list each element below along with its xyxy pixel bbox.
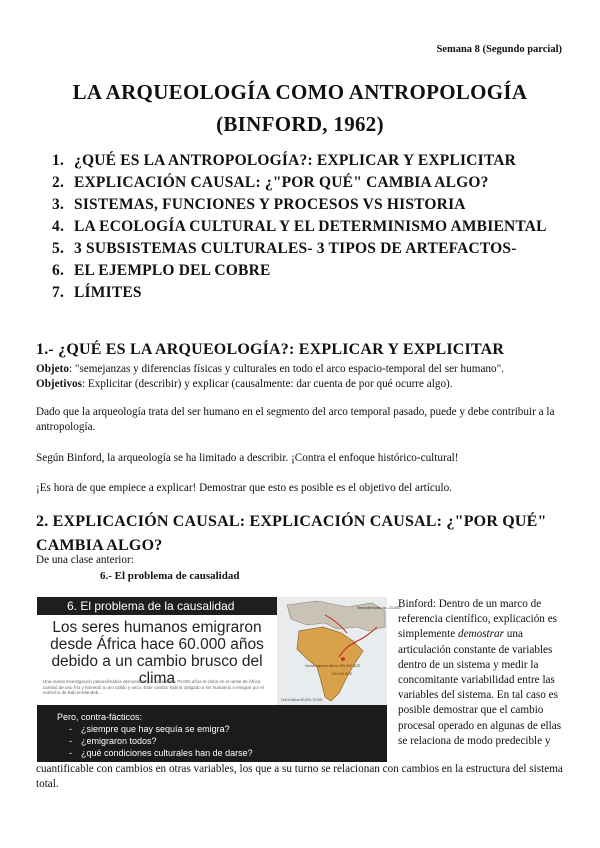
header-note: Semana 8 (Segundo parcial) xyxy=(436,44,562,55)
section1-heading: 1.- ¿QUÉ ES LA ARQUEOLOGÍA?: EXPLICAR Y EXPLICITAR xyxy=(36,341,505,358)
list-item: - ¿qué condiciones culturales han de darse? xyxy=(81,747,377,759)
slide-quote: Los seres humanos emigraron desde África hace 60.000 años debido a un cambio brusco del clima xyxy=(50,619,264,687)
list-item: - ¿siempre que hay sequía se emigra? xyxy=(81,723,377,735)
list-item: - ¿emigraron todos? xyxy=(81,735,377,747)
section1-paragraph-3: ¡Es hora de que empiece a explicar! Demostrar que esto es posible es el objetivo del artículo. xyxy=(36,482,452,494)
counterfactual-list xyxy=(57,723,377,759)
toc-text: LÍMITES xyxy=(74,284,142,301)
toc-item xyxy=(52,150,572,172)
toc-text: EXPLICACIÓN CAUSAL: ¿"POR QUÉ" CAMBIA ALGO? xyxy=(74,174,489,191)
section2-subheading: 6.- El problema de causalidad xyxy=(100,570,240,582)
section1-paragraph-1: Dado que la arqueología trata del ser humano en el segmento del arco temporal pasado, puede y debe contribuir a la antropología. xyxy=(36,406,555,433)
section1-paragraph-2: Según Binford, la arqueología se ha limitado a describir. ¡Contra el enfoque histórico-cultural! xyxy=(36,452,459,464)
page-title-line1: LA ARQUEOLOGÍA COMO ANTROPOLOGÍA xyxy=(72,80,528,104)
map-label-origin: Homo sapiens Africa 200,000 BCE xyxy=(305,664,361,668)
slide-title: 6. El problema de la causalidad xyxy=(37,597,307,615)
toc-text: SISTEMAS, FUNCIONES Y PROCESOS VS HISTORIA xyxy=(74,196,466,213)
toc-item xyxy=(52,172,572,194)
objeto-text: : "semejanzas y diferencias físicas y culturales en todo el arco espacio-temporal del ser humano". xyxy=(68,363,504,375)
toc-number: 7. xyxy=(52,284,65,301)
objetivos-text: : Explicitar (describir) y explicar (causalmente: dar cuenta de por qué ocurre algo). xyxy=(82,378,453,390)
toc-item xyxy=(52,238,572,260)
toc-number: 6. xyxy=(52,262,65,279)
binford-text-part2: una articulación constante de variables dentro de un sistema y medir la concomitante variabilidad entre las variables del sistema. En tal caso es posible demostrar que el cambio procesal operado en algunas de ellas se relaciona de modo predecible y xyxy=(398,628,562,747)
binford-explanation xyxy=(398,597,570,749)
counterfactual-title: Pero, contra-fácticos: xyxy=(57,712,143,722)
objeto-paragraph xyxy=(36,362,566,392)
toc-number: 1. xyxy=(52,152,65,169)
toc-number: 3. xyxy=(52,196,65,213)
toc-text: LA ECOLOGÍA CULTURAL Y EL DETERMINISMO AMBIENTAL xyxy=(74,218,547,235)
map-legend: Out of Africa 50,000-70,000 xyxy=(281,698,323,702)
slide-upper-panel xyxy=(37,597,401,705)
toc-item xyxy=(52,216,572,238)
lecture-slide-image xyxy=(37,597,401,762)
section2-heading: 2. EXPLICACIÓN CAUSAL: EXPLICACIÓN CAUSAL: ¿"POR QUÉ" CAMBIA ALGO? xyxy=(36,513,547,554)
page-title-line2: (BINFORD, 1962) xyxy=(216,112,384,136)
page-title xyxy=(30,76,570,140)
binford-text-italic: demostrar xyxy=(457,628,504,641)
toc-item xyxy=(52,282,572,304)
toc-number: 2. xyxy=(52,174,65,191)
toc-number: 5. xyxy=(52,240,65,257)
toc-item xyxy=(52,194,572,216)
africa-map-graphic xyxy=(277,597,401,705)
map-label-neanderthals: Neanderthals ca. 23,000 xyxy=(357,605,401,610)
objeto-label: Objeto xyxy=(36,363,69,375)
toc-number: 4. xyxy=(52,218,65,235)
section2-intro: De una clase anterior: xyxy=(36,554,134,566)
slide-small-text: Una nueva investigación paleoclimática demuestra que hace entre 70.000 años el clima en el oeste de África cambió de uno frío y húmedo a uno cálido y seco. Este cambio habría obligado a los humanos a emigrar por el estrecho de Bab el-Mandeb... xyxy=(43,679,264,695)
binford-text-part1: Binford: Dentro de un marco de referencia científico, explicación es simplemente xyxy=(398,598,558,641)
migration-map xyxy=(277,597,401,705)
toc-item xyxy=(52,260,572,282)
toc-text: 3 SUBSISTEMAS CULTURALES- 3 TIPOS DE ARTEFACTOS- xyxy=(74,240,517,257)
toc-text: ¿QUÉ ES LA ANTROPOLOGÍA?: EXPLICAR Y EXPLICITAR xyxy=(74,152,517,169)
objetivos-label: Objetivos xyxy=(36,378,82,390)
table-of-contents xyxy=(52,150,572,304)
map-label-spread: 100,000 BCE xyxy=(331,672,353,676)
toc-text: EL EJEMPLO DEL COBRE xyxy=(74,262,271,279)
binford-explanation-continued: cuantificable con cambios en otras variables, los que a su turno se relacionan con cambios en la estructura del sistema total. xyxy=(36,763,563,791)
slide-counterfactuals xyxy=(57,711,377,759)
